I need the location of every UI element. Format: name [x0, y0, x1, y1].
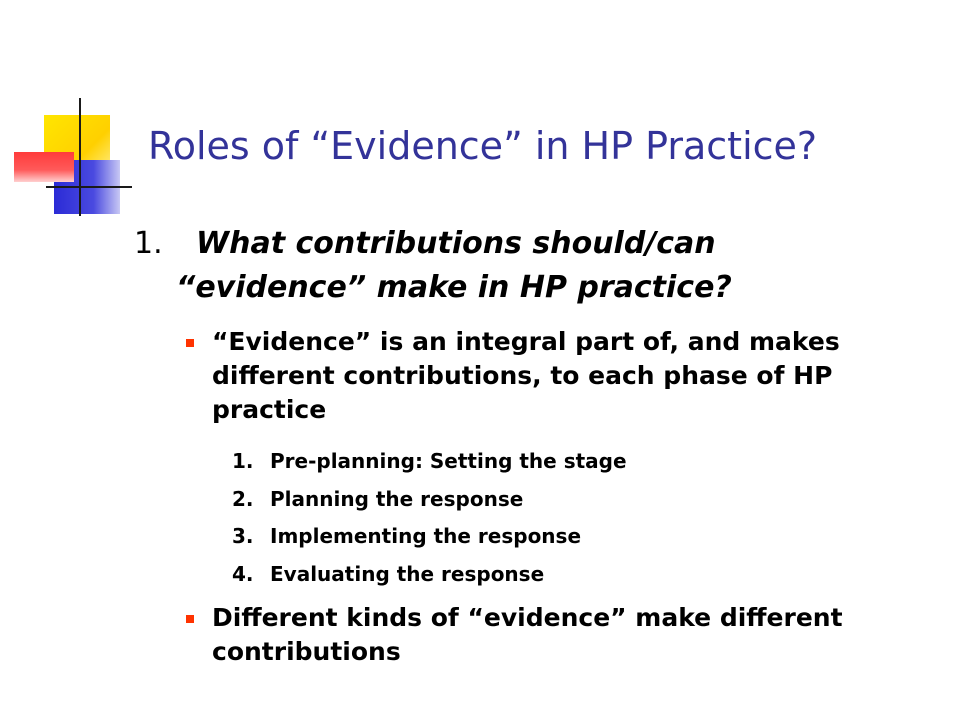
bullet-item	[186, 601, 926, 669]
phase-list	[232, 445, 627, 595]
question-line-2: “evidence” make in HP practice?	[176, 270, 732, 305]
question-line-1: What contributions should/can	[196, 226, 716, 261]
decorative-logo	[0, 0, 140, 230]
bullet-text: Different kinds of “evidence” make different contributions	[212, 603, 843, 666]
phase-item	[232, 445, 627, 483]
phase-number: 3.	[232, 524, 254, 548]
phase-label: Evaluating the response	[270, 561, 545, 586]
bullet-square-icon	[186, 615, 194, 623]
logo-vertical-line	[79, 98, 81, 216]
phase-item	[232, 483, 627, 521]
logo-horizontal-line	[46, 186, 132, 188]
bullet-square-icon	[186, 339, 194, 347]
phase-item	[232, 558, 627, 596]
bullet-item	[186, 325, 926, 427]
phase-number: 2.	[232, 486, 254, 511]
logo-red-bar	[14, 152, 74, 182]
phase-number: 1.	[232, 449, 254, 473]
phase-number: 4.	[232, 561, 254, 586]
bullet-text: “Evidence” is an integral part of, and makes different contributions, to each phase of HP practice	[212, 327, 840, 424]
question-number: 1.	[134, 226, 163, 261]
phase-label: Planning the response	[270, 486, 524, 511]
slide-title: Roles of “Evidence” in HP Practice?	[148, 124, 818, 168]
phase-label: Pre-planning: Setting the stage	[270, 449, 627, 473]
phase-label: Implementing the response	[270, 524, 582, 548]
phase-item	[232, 520, 627, 558]
question-block	[134, 222, 914, 310]
